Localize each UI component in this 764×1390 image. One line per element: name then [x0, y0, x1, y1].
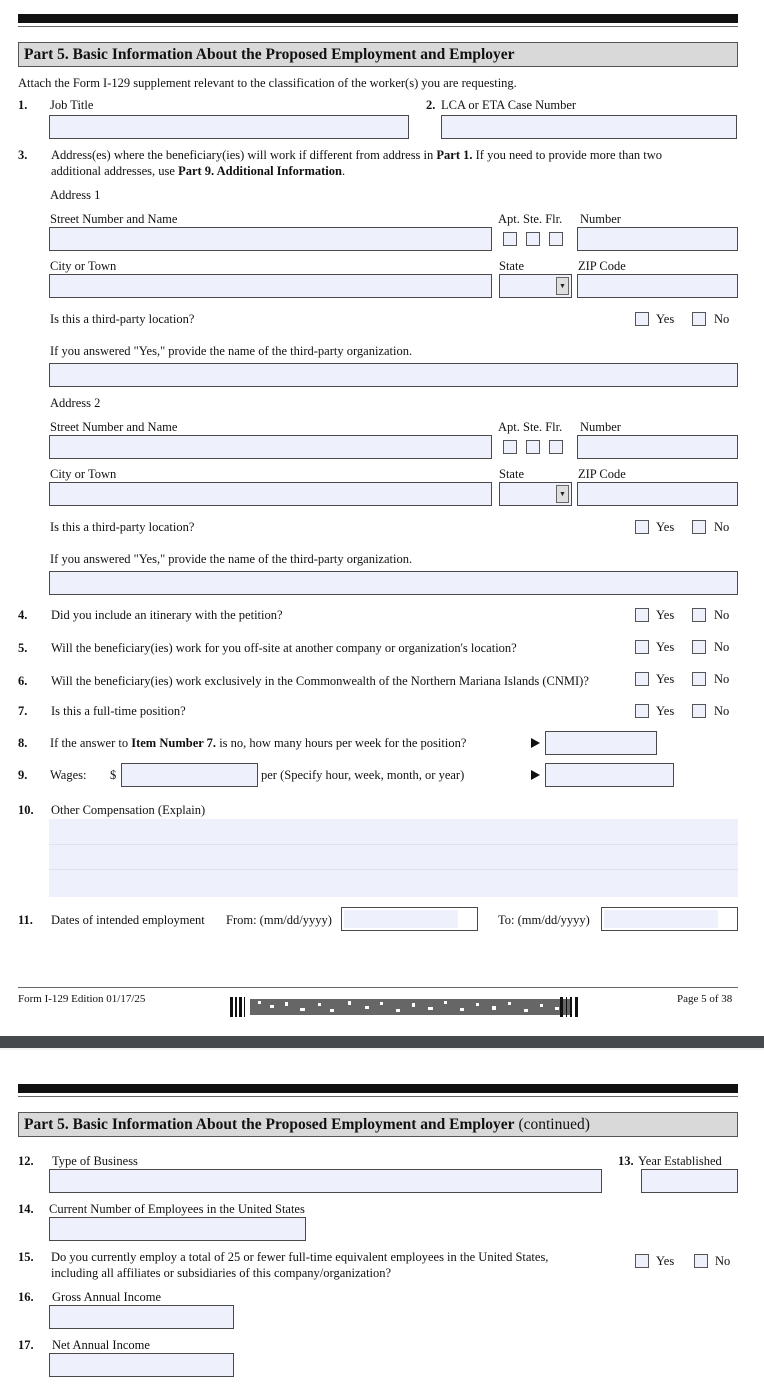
address1-yes-label: Yes [656, 312, 675, 326]
q17-number: 17. [18, 1338, 34, 1352]
address1-apt-label: Apt. Ste. Flr. [498, 212, 563, 226]
address2-city-input[interactable] [49, 482, 492, 506]
barcode-image [230, 997, 582, 1017]
page-separator [0, 1036, 764, 1048]
part5-continued-title: Part 5. Basic Information About the Proposed Employment and Employer [24, 1116, 515, 1133]
q3-number: 3. [18, 148, 28, 162]
q14-number: 14. [18, 1202, 34, 1216]
q8-number: 8. [18, 736, 28, 750]
q11-from-label: From: (mm/dd/yyyy) [226, 913, 332, 927]
date-field-fill [344, 910, 458, 928]
q1-number: 1. [18, 98, 28, 112]
q5-no-checkbox[interactable] [692, 640, 706, 654]
q5-number: 5. [18, 641, 28, 655]
q17-label: Net Annual Income [52, 1338, 150, 1352]
address2-zip-input[interactable] [577, 482, 738, 506]
q13-label: Year Established [638, 1154, 722, 1168]
address2-apt-checkbox[interactable] [503, 440, 517, 454]
q8-label-bold: Item Number 7. [131, 736, 217, 750]
wages-period-input[interactable] [545, 763, 674, 787]
q4-yes-checkbox[interactable] [635, 608, 649, 622]
q10-number: 10. [18, 803, 34, 817]
lca-case-number-input[interactable] [441, 115, 737, 139]
address1-ste-checkbox[interactable] [526, 232, 540, 246]
q9-label: Wages: [50, 768, 87, 782]
chevron-down-icon[interactable]: ▼ [556, 277, 569, 295]
address2-state-select[interactable] [499, 482, 572, 506]
top-rule [18, 14, 738, 23]
address2-unit-number-input[interactable] [577, 435, 738, 459]
address1-apt-checkbox[interactable] [503, 232, 517, 246]
address1-city-label: City or Town [50, 259, 117, 273]
part5-header-title: Part 5. Basic Information About the Proposed Employment and Employer [24, 46, 515, 63]
q15-yes-label: Yes [656, 1254, 675, 1268]
address1-street-input[interactable] [49, 227, 492, 251]
page2-top-thin-rule [18, 1096, 738, 1097]
address2-third-party-no-checkbox[interactable] [692, 520, 706, 534]
address2-third-party-name-input[interactable] [49, 571, 738, 595]
q11-label: Dates of intended employment [51, 913, 205, 927]
address2-flr-checkbox[interactable] [549, 440, 563, 454]
address1-number-label: Number [580, 212, 621, 226]
intro-text: Attach the Form I-129 supplement relevant to the classification of the worker(s) you are requesting. [18, 76, 517, 90]
q15-no-label: No [715, 1254, 731, 1268]
q10-label: Other Compensation (Explain) [51, 803, 206, 817]
footer-form-name: Form I-129 Edition 01/17/25 [18, 993, 146, 1005]
q11-to-label: To: (mm/dd/yyyy) [498, 913, 590, 927]
address2-street-label: Street Number and Name [50, 420, 178, 434]
address1-no-label: No [714, 312, 730, 326]
q15-yes-checkbox[interactable] [635, 1254, 649, 1268]
address2-yes-label: Yes [656, 520, 675, 534]
address2-zip-label: ZIP Code [578, 467, 626, 481]
address1-zip-label: ZIP Code [578, 259, 626, 273]
textarea-rule [49, 844, 738, 845]
address1-unit-number-input[interactable] [577, 227, 738, 251]
address1-state-select[interactable] [499, 274, 572, 298]
q13-number: 13. [618, 1154, 634, 1168]
address1-third-party-name-input[interactable] [49, 363, 738, 387]
q15-line2: including all affiliates or subsidiaries of this company/organization? [51, 1266, 392, 1280]
hours-per-week-input[interactable] [545, 731, 657, 755]
address1-third-party-no-checkbox[interactable] [692, 312, 706, 326]
q3-text-line1 [51, 148, 662, 163]
q3-text-1a: Address(es) where the beneficiary(ies) will work if different from address in [51, 148, 437, 162]
q6-number: 6. [18, 674, 28, 688]
q5-yes-checkbox[interactable] [635, 640, 649, 654]
arrow-right-icon [531, 770, 540, 780]
q1-label: Job Title [50, 98, 94, 112]
q12-label: Type of Business [52, 1154, 138, 1168]
wages-per-label: per (Specify hour, week, month, or year) [261, 768, 465, 782]
part5-continued-header [18, 1112, 738, 1137]
q4-no-label: No [714, 608, 730, 622]
date-field-fill [604, 910, 718, 928]
address2-ste-checkbox[interactable] [526, 440, 540, 454]
q2-number: 2. [426, 98, 436, 112]
address2-state-label: State [499, 467, 524, 481]
q16-number: 16. [18, 1290, 34, 1304]
job-title-input[interactable] [49, 115, 409, 139]
q6-no-label: No [714, 672, 730, 686]
address1-third-party-name-label: If you answered "Yes," provide the name of the third-party organization. [50, 344, 413, 358]
q15-line1: Do you currently employ a total of 25 or fewer full-time equivalent employees in the United States, [51, 1250, 549, 1264]
address1-flr-checkbox[interactable] [549, 232, 563, 246]
q2-label: LCA or ETA Case Number [441, 98, 577, 112]
q6-yes-label: Yes [656, 672, 675, 686]
chevron-down-icon[interactable]: ▼ [556, 485, 569, 503]
q7-label: Is this a full-time position? [51, 704, 186, 718]
top-thin-rule [18, 26, 738, 27]
q6-yes-checkbox[interactable] [635, 672, 649, 686]
type-of-business-input[interactable] [49, 1169, 602, 1193]
q16-label: Gross Annual Income [52, 1290, 162, 1304]
address1-zip-input[interactable] [577, 274, 738, 298]
q6-label: Will the beneficiary(ies) work exclusively in the Commonwealth of the Northern Mariana Islands (CNMI)? [51, 674, 589, 688]
part5-header [18, 42, 738, 67]
address1-street-label: Street Number and Name [50, 212, 178, 226]
q3-text-2-bold: Part 9. Additional Information [178, 164, 342, 178]
q6-no-checkbox[interactable] [692, 672, 706, 686]
address2-third-party-question: Is this a third-party location? [50, 520, 195, 534]
address2-number-label: Number [580, 420, 621, 434]
q3-text-2a: additional addresses, use [51, 164, 179, 178]
q15-no-checkbox[interactable] [694, 1254, 708, 1268]
q14-label: Current Number of Employees in the United States [49, 1202, 305, 1216]
part5-continued-suffix: (continued) [514, 1116, 590, 1133]
address1-state-label: State [499, 259, 524, 273]
employment-from-date-input[interactable] [341, 907, 478, 931]
address2-city-label: City or Town [50, 467, 117, 481]
q15-number: 15. [18, 1250, 34, 1264]
net-annual-income-input[interactable] [49, 1353, 234, 1377]
wages-amount-input[interactable] [121, 763, 258, 787]
address1-third-party-question: Is this a third-party location? [50, 312, 195, 326]
current-employees-input[interactable] [49, 1217, 306, 1241]
q9-number: 9. [18, 768, 28, 782]
page2-top-rule [18, 1084, 738, 1093]
q7-yes-checkbox[interactable] [635, 704, 649, 718]
footer-rule [18, 987, 738, 988]
q4-label: Did you include an itinerary with the petition? [51, 608, 283, 622]
address2-third-party-name-label: If you answered "Yes," provide the name of the third-party organization. [50, 552, 413, 566]
q4-yes-label: Yes [656, 608, 675, 622]
address2-street-input[interactable] [49, 435, 492, 459]
q7-no-label: No [714, 704, 730, 718]
q8-label-a: If the answer to [50, 736, 132, 750]
address2-heading: Address 2 [50, 396, 101, 410]
arrow-right-icon [531, 738, 540, 748]
q11-number: 11. [18, 913, 33, 927]
address2-no-label: No [714, 520, 730, 534]
textarea-rule [49, 869, 738, 870]
q4-number: 4. [18, 608, 28, 622]
employment-to-date-input[interactable] [601, 907, 738, 931]
other-compensation-textarea[interactable] [49, 819, 738, 897]
gross-annual-income-input[interactable] [49, 1305, 234, 1329]
q3-text-2b: . [341, 164, 346, 178]
address1-city-input[interactable] [49, 274, 492, 298]
q7-number: 7. [18, 704, 28, 718]
q7-yes-label: Yes [656, 704, 675, 718]
q3-text-line2 [51, 164, 345, 179]
address2-third-party-yes-checkbox[interactable] [635, 520, 649, 534]
q8-label-b: is no, how many hours per week for the position? [216, 736, 467, 750]
q5-no-label: No [714, 640, 730, 654]
q3-text-1b: If you need to provide more than two [472, 148, 663, 162]
footer-page-number: Page 5 of 38 [677, 993, 733, 1005]
q3-text-1-bold: Part 1. [436, 148, 473, 162]
page-gap [0, 1048, 764, 1050]
address1-heading: Address 1 [50, 188, 101, 202]
q7-no-checkbox[interactable] [692, 704, 706, 718]
q5-label: Will the beneficiary(ies) work for you off-site at another company or organization's location? [51, 641, 517, 655]
q4-no-checkbox[interactable] [692, 608, 706, 622]
address1-third-party-yes-checkbox[interactable] [635, 312, 649, 326]
q12-number: 12. [18, 1154, 34, 1168]
address2-apt-label: Apt. Ste. Flr. [498, 420, 563, 434]
wages-currency-symbol: $ [110, 768, 117, 782]
year-established-input[interactable] [641, 1169, 738, 1193]
q5-yes-label: Yes [656, 640, 675, 654]
q8-label [50, 736, 466, 751]
